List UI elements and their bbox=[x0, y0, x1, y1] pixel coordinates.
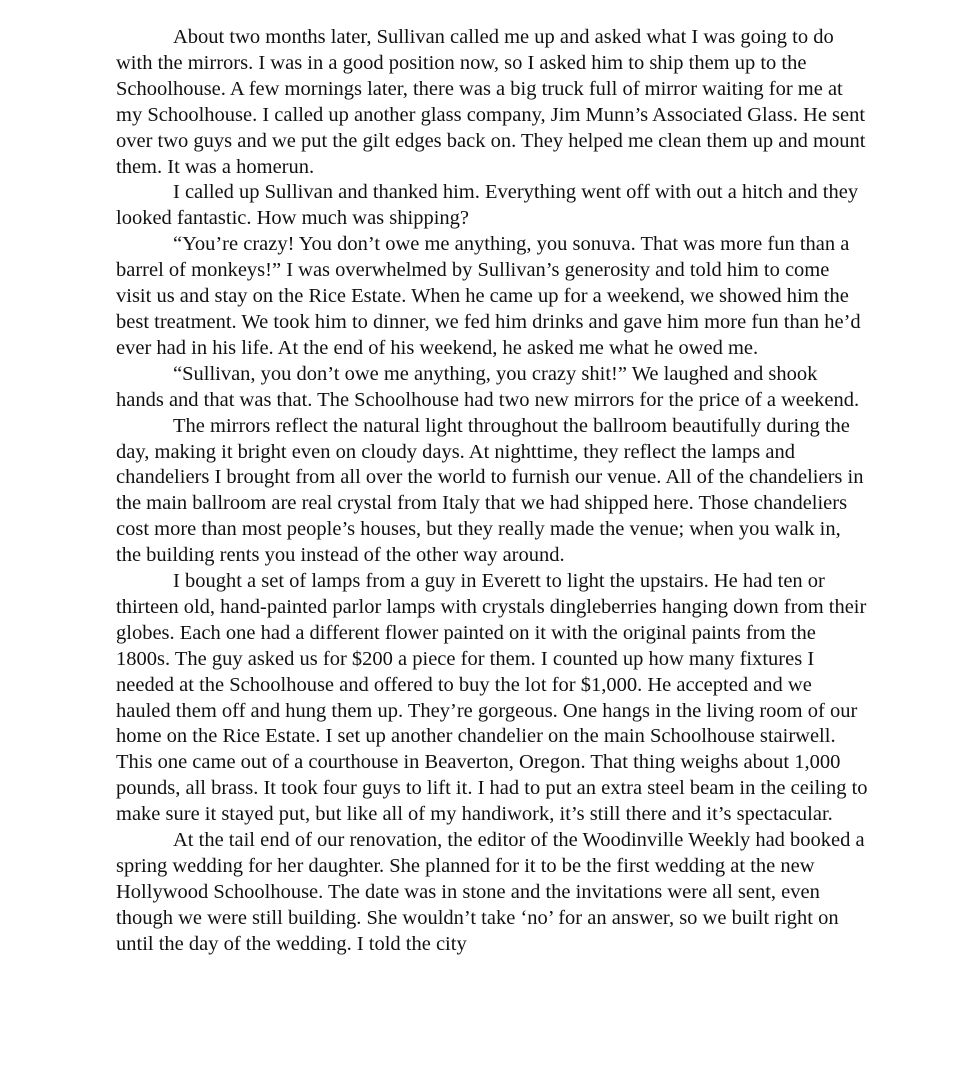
document-page bbox=[116, 25, 868, 958]
paragraph-sullivan-visit: “You’re crazy! You don’t owe me anything, you sonuva. That was more fun than a barrel of monkeys!” I was overwhelmed by Sullivan’s generosity and told him to come visit us and stay on the Rice Estate. When he came up for a weekend, we showed him the best treatment. We took him to dinner, we fed him drinks and gave him more fun than he’d ever had in his life. At the end of his weekend, he asked me what he owed me. bbox=[116, 233, 861, 359]
paragraph-lamps: I bought a set of lamps from a guy in Everett to light the upstairs. He had ten or thirteen old, hand-painted parlor lamps with crystals dingleberries hanging down from their globes. Each one had a different flower painted on it with the original paints from the 1800s. The guy asked us for $200 a piece for them. I counted up how many fixtures I needed at the Schoolhouse and offered to buy the lot for $1,000. He accepted and we hauled them off and hung them up. They’re gorgeous. One hangs in the living room of our home on the Rice Estate. I set up another chandelier on the main Schoolhouse stairwell. This one came out of a courthouse in Beaverton, Oregon. That thing weighs about 1,000 pounds, all brass. It took four guys to lift it. I had to put an extra steel beam in the ceiling to make sure it stayed put, but like all of my handiwork, it’s still there and it’s spectacular. bbox=[116, 570, 868, 826]
paragraph-first-wedding: At the tail end of our renovation, the editor of the Woodinville Weekly had booked a spring wedding for her daughter. She planned for it to be the first wedding at the new Hollywood Schoolhouse. The date was in stone and the invitations were all sent, even though we were still building. She wouldn’t take ‘no’ for an answer, so we built right on until the day of the wedding. I told the city bbox=[116, 829, 865, 955]
paragraph-thanked-sullivan: I called up Sullivan and thanked him. Everything went off with out a hitch and they looked fantastic. How much was shipping? bbox=[116, 181, 859, 230]
paragraph-handshake: “Sullivan, you don’t owe me anything, you crazy shit!” We laughed and shook hands and that was that. The Schoolhouse had two new mirrors for the price of a weekend. bbox=[116, 362, 860, 411]
paragraph-mirrors-shipped: About two months later, Sullivan called me up and asked what I was going to do with the mirrors. I was in a good position now, so I asked him to ship them up to the Schoolhouse. A few mornings later, there was a big truck full of mirror waiting for me at my Schoolhouse. I called up another glass company, Jim Munn’s Associated Glass. He sent over two guys and we put the gilt edges back on. They helped me clean them up and mount them. It was a homerun. bbox=[116, 26, 866, 178]
paragraph-mirrors-reflect: The mirrors reflect the natural light throughout the ballroom beautifully during the day, making it bright even on cloudy days. At nighttime, they reflect the lamps and chandeliers I brought from all over the world to furnish our venue. All of the chandeliers in the main ballroom are real crystal from Italy that we had shipped here. Those chandeliers cost more than most people’s houses, but they really made the venue; when you walk in, the building rents you instead of the other way around. bbox=[116, 414, 864, 567]
